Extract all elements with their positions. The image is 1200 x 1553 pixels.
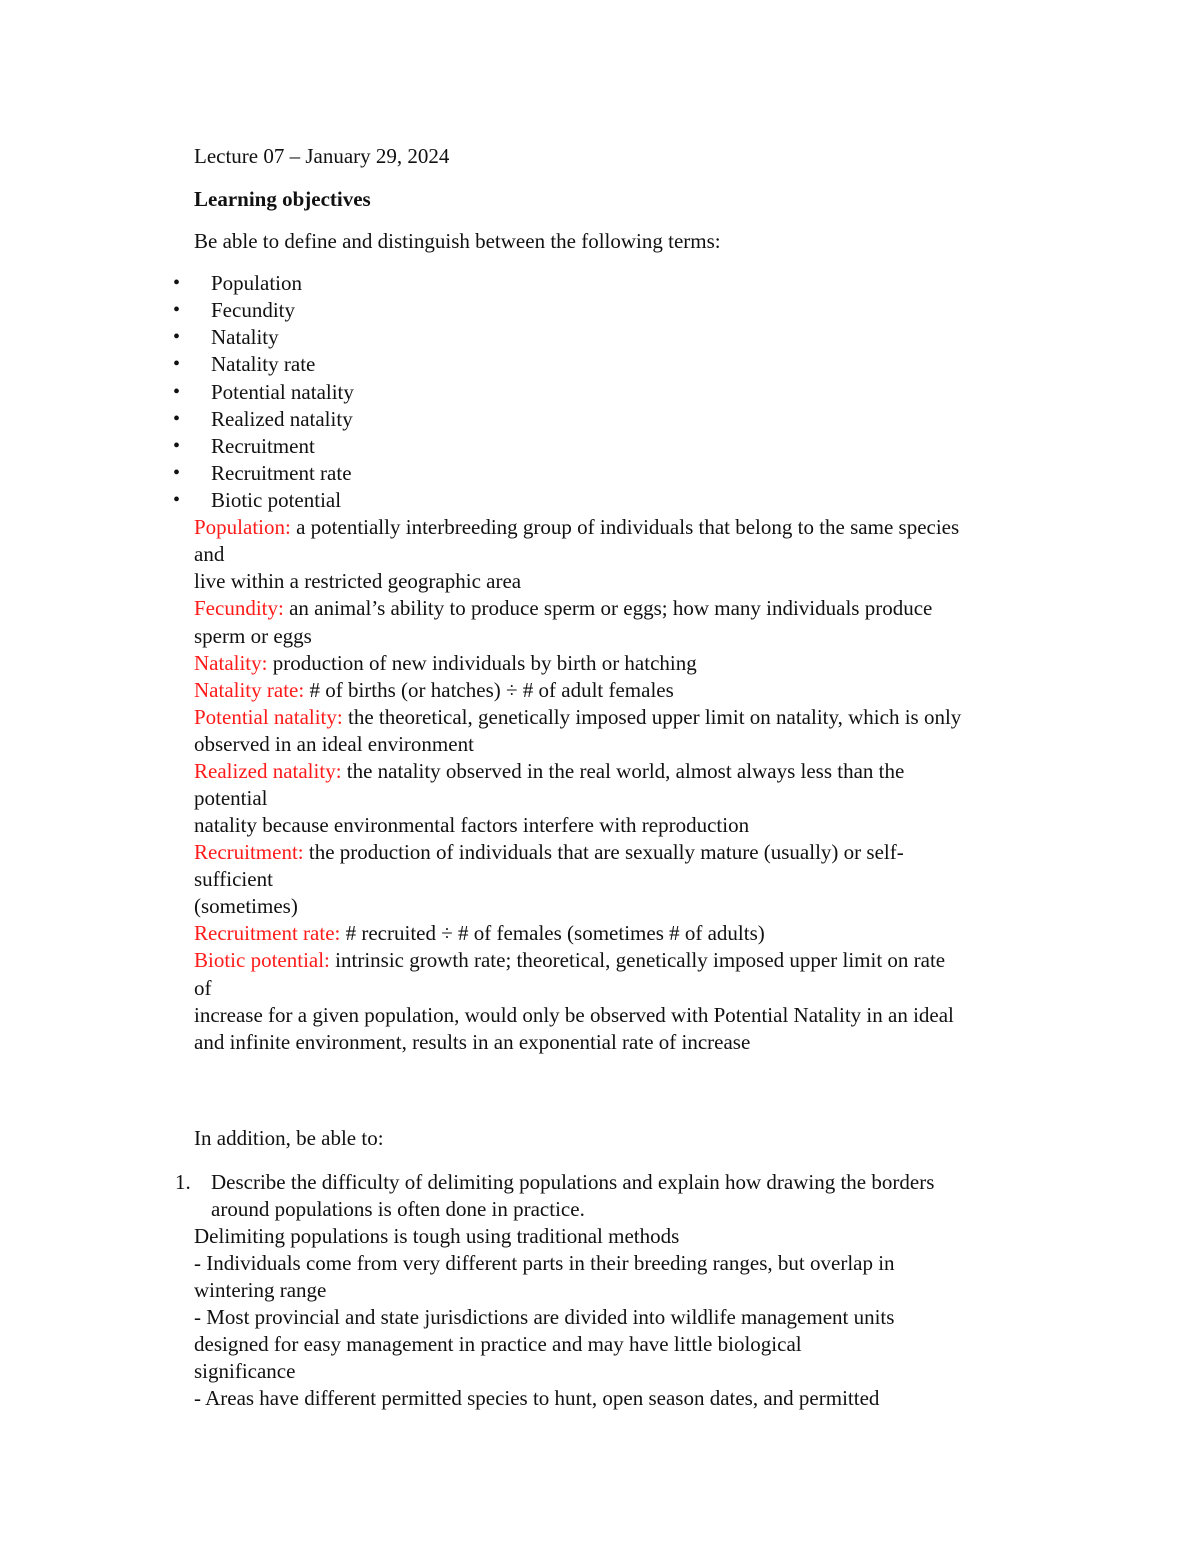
definition-continuation: observed in an ideal environment (194, 732, 474, 756)
term-label: Recruitment: (194, 840, 304, 864)
answer-line: significance (194, 1359, 296, 1383)
term-label: Potential natality: (194, 705, 343, 729)
answer-line: wintering range (194, 1278, 327, 1302)
bullet-icon: • (173, 272, 181, 294)
list-item: Potential natality (211, 380, 354, 404)
term-label: Natality: (194, 651, 268, 675)
term-label: Fecundity: (194, 596, 284, 620)
definition-text: intrinsic growth rate; theoretical, genetically imposed upper limit on rate (329, 948, 946, 972)
definition-natality-rate (194, 678, 674, 702)
definition-text: production of new individuals by birth or hatching (267, 651, 697, 675)
addition-intro: In addition, be able to: (194, 1126, 384, 1150)
definition-realized-natality (194, 759, 904, 783)
lecture-title: Lecture 07 – January 29, 2024 (194, 144, 450, 168)
answer-line: - Most provincial and state jurisdictions are divided into wildlife management units (194, 1305, 895, 1329)
numbered-item-text: Describe the difficulty of delimiting populations and explain how drawing the borders (211, 1170, 935, 1194)
definition-continuation: increase for a given population, would only be observed with Potential Natality in an ideal (194, 1003, 954, 1027)
definition-text: # of births (or hatches) ÷ # of adult females (304, 678, 674, 702)
definition-continuation: (sometimes) (194, 894, 298, 918)
answer-line: designed for easy management in practice and may have little biological (194, 1332, 802, 1356)
list-item: Realized natality (211, 407, 353, 431)
definition-text: # recruited ÷ # of females (sometimes # of adults) (340, 921, 765, 945)
bullet-icon: • (173, 299, 181, 321)
list-number: 1. (175, 1170, 191, 1194)
definition-continuation: potential (194, 786, 268, 810)
numbered-item-continuation: around populations is often done in practice. (211, 1197, 585, 1221)
definition-continuation: natality because environmental factors interfere with reproduction (194, 813, 750, 837)
list-item: Fecundity (211, 298, 295, 322)
definition-continuation: and (194, 542, 225, 566)
list-item: Recruitment rate (211, 461, 352, 485)
definition-biotic-potential (194, 948, 945, 972)
definition-continuation: live within a restricted geographic area (194, 569, 522, 593)
definition-text: a potentially interbreeding group of individuals that belong to the same species (290, 515, 960, 539)
definition-continuation: of (194, 976, 212, 1000)
definition-continuation: sufficient (194, 867, 273, 891)
bullet-icon: • (173, 489, 181, 511)
list-item: Natality (211, 325, 279, 349)
term-label: Realized natality: (194, 759, 342, 783)
definition-text: an animal’s ability to produce sperm or eggs; how many individuals produce (283, 596, 933, 620)
answer-line: - Individuals come from very different parts in their breeding ranges, but overlap in (194, 1251, 895, 1275)
definition-continuation: sperm or eggs (194, 624, 312, 648)
answer-line: - Areas have different permitted species to hunt, open season dates, and permitted (194, 1386, 880, 1410)
bullet-icon: • (173, 381, 181, 403)
definition-recruitment (194, 840, 904, 864)
term-label: Recruitment rate: (194, 921, 341, 945)
list-item: Population (211, 271, 303, 295)
definition-natality (194, 651, 697, 675)
bullet-icon: • (173, 353, 181, 375)
definition-population (194, 515, 959, 539)
bullet-icon: • (173, 408, 181, 430)
definition-fecundity (194, 596, 932, 620)
intro-text: Be able to define and distinguish between the following terms: (194, 229, 721, 253)
bullet-icon: • (173, 326, 181, 348)
term-label: Population: (194, 515, 291, 539)
definition-recruitment-rate (194, 921, 765, 945)
definition-continuation: and infinite environment, results in an exponential rate of increase (194, 1030, 751, 1054)
definition-text: the natality observed in the real world, almost always less than the (341, 759, 905, 783)
bullet-icon: • (173, 435, 181, 457)
definition-text: the theoretical, genetically imposed upper limit on natality, which is only (342, 705, 962, 729)
definition-potential-natality (194, 705, 961, 729)
answer-line: Delimiting populations is tough using traditional methods (194, 1224, 680, 1248)
bullet-icon: • (173, 462, 181, 484)
list-item: Recruitment (211, 434, 315, 458)
section-heading: Learning objectives (194, 187, 371, 211)
term-label: Biotic potential: (194, 948, 330, 972)
list-item: Biotic potential (211, 488, 342, 512)
definition-text: the production of individuals that are sexually mature (usually) or self- (303, 840, 904, 864)
term-label: Natality rate: (194, 678, 305, 702)
list-item: Natality rate (211, 352, 316, 376)
